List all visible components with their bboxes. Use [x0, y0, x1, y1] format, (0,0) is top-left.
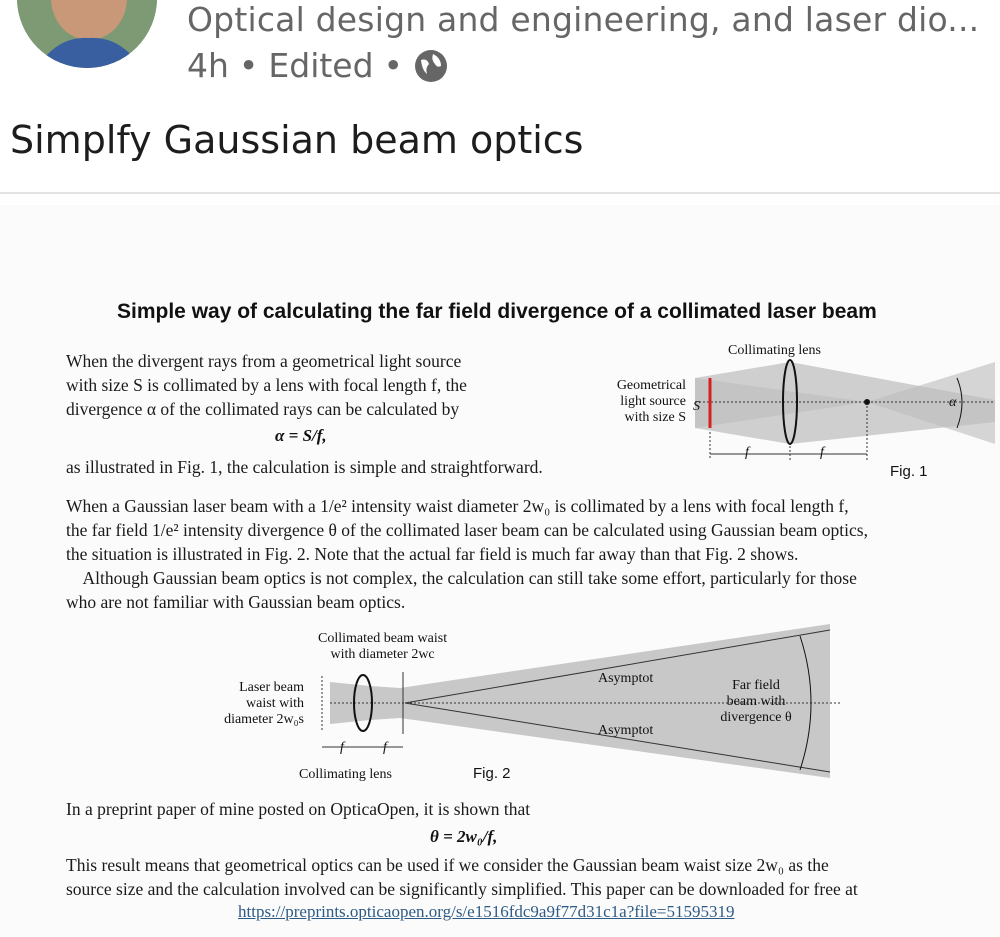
meta-separator: •	[383, 46, 404, 85]
fig1-f-label: f	[820, 445, 824, 460]
paragraph-5-line: This result means that geometrical optics can be used if we consider the Gaussian beam waist size 2w₀ as the	[66, 855, 829, 875]
fig1-caption: Fig. 1	[890, 463, 928, 480]
paragraph-5-line: source size and the calculation involved can be significantly simplified. This paper can be downloaded for free at	[66, 879, 858, 899]
fig1-alpha: α	[949, 395, 957, 410]
meta-separator: •	[238, 46, 259, 85]
divider	[0, 192, 1000, 194]
fig2-f-label: f	[340, 740, 344, 755]
paragraph-4: In a preprint paper of mine posted on OpticaOpen, it is shown that	[66, 799, 531, 819]
paragraph-2-line: the situation is illustrated in Fig. 2. Note that the actual far field is much far away than that Fig. 2 shows.	[66, 544, 799, 564]
paragraph-3-line: who are not familiar with Gaussian beam optics.	[66, 592, 406, 612]
fig1-s-mark: S	[693, 399, 700, 414]
fig2-far-field-label: Far field beam with divergence θ	[720, 678, 792, 725]
fig2-caption: Fig. 2	[473, 765, 511, 782]
fig1-diagram	[695, 360, 995, 470]
fig2-asymptot-bottom: Asymptot	[598, 723, 654, 738]
post-header	[0, 0, 1000, 195]
post-title: Simplfy Gaussian beam optics	[10, 118, 584, 162]
post-meta	[187, 46, 449, 85]
fig2-waist-label: Collimated beam waist with diameter 2wc	[318, 631, 448, 662]
paper-title: Simple way of calculating the far field divergence of a collimated laser beam	[117, 300, 877, 323]
fig2-laser-label: Laser beam waist with diameter 2w₀s	[224, 680, 304, 727]
fig1-f-label: f	[745, 445, 749, 460]
paragraph-2-line: When a Gaussian laser beam with a 1/e² intensity waist diameter 2w₀ is collimated by a lens with focal length f,	[66, 496, 849, 516]
fig2-asymptot-top: Asymptot	[598, 671, 654, 686]
edited-label: Edited	[268, 46, 374, 85]
paper-link[interactable]: https://preprints.opticaopen.org/s/e1516fdc9a9f77d31c1a?file=51595319	[238, 902, 735, 921]
fig2-lens-label: Collimating lens	[299, 767, 392, 782]
fig2-f-label: f	[383, 740, 387, 755]
equation-2: θ = 2w₀/f,	[430, 827, 498, 846]
post-time: 4h	[187, 46, 229, 85]
fig1-lens-label: Collimating lens	[728, 343, 821, 358]
paragraph-2-line: the far field 1/e² intensity divergence θ of the collimated laser beam can be calculated using Gaussian beam optics,	[66, 520, 868, 540]
fig1-source-label: Geometrical light source with size S	[616, 378, 686, 425]
globe-icon	[413, 48, 449, 84]
paragraph-1-end: as illustrated in Fig. 1, the calculation is simple and straightforward.	[66, 457, 543, 477]
paragraph-1-line: with size S is collimated by a lens with focal length f, the	[66, 375, 467, 395]
equation-1: α = S/f,	[275, 426, 327, 445]
author-avatar[interactable]	[17, 0, 157, 68]
author-headline[interactable]: Optical design and engineering, and laser dio...	[187, 0, 980, 39]
paragraph-3-line: Although Gaussian beam optics is not complex, the calculation can still take some effort, particularly for those	[66, 568, 857, 588]
paragraph-1-line: divergence α of the collimated rays can be calculated by	[66, 399, 460, 419]
paragraph-1-line: When the divergent rays from a geometrical light source	[66, 351, 462, 371]
